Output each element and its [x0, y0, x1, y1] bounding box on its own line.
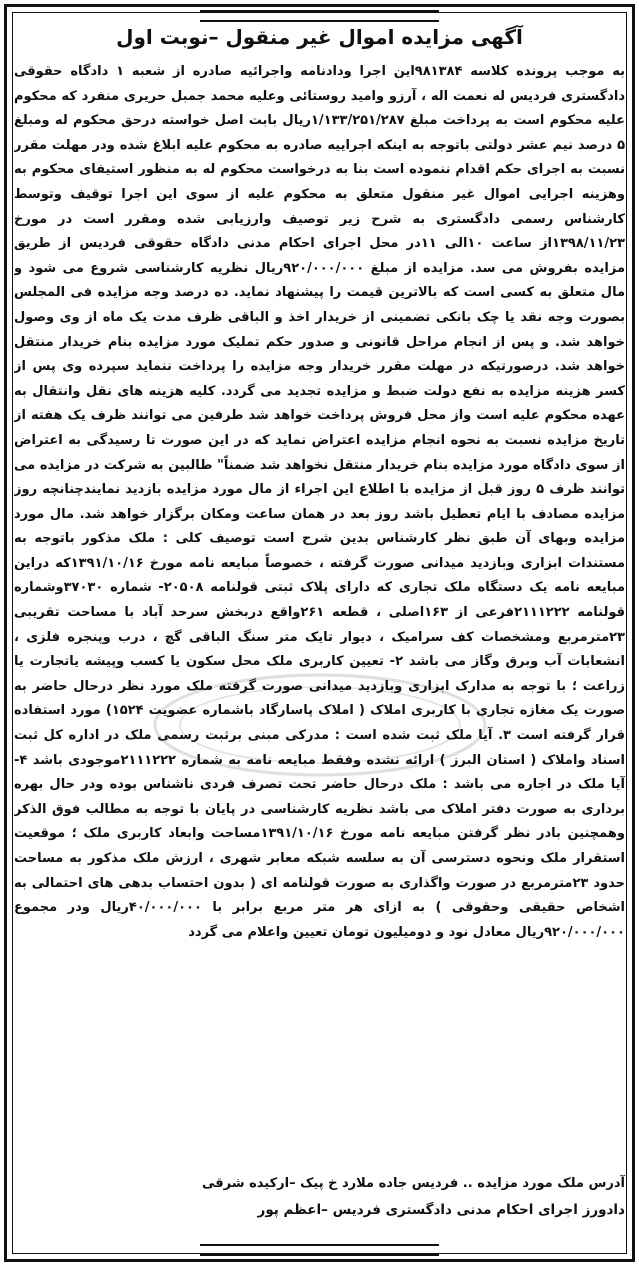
bottom-ornament-rule [200, 1244, 439, 1256]
top-ornament-rule [200, 10, 439, 22]
signature-line: دادورز اجرای احکام مدنی دادگستری فردیس –اعظم پور [257, 1202, 625, 1218]
notice-title: آگهی مزایده اموال غیر منقول –نوبت اول [116, 25, 523, 49]
notice-body-text: به موجب پرونده کلاسه ۹۸۱۳۸۴این اجرا ودادنامه واجرائیه صادره از شعبه ۱ دادگاه حقوقی دادگستری فردیس له نعمت اله ، آرزو وامید روستائی وعلیه محمد جمبل حریری منفرد که محکوم علیه محکوم است به پرداخت مبلغ ۱/۱۳۳/۲۵۱/۲۸۷ریال بابت اصل خواسته درحق محکوم له ومبلغ ۵ درصد نیم عشر دولتی باتوجه به اینکه اجراییه صادره به محکوم علیه ابلاغ شده ودر مهلت مقرر نسبت به اجرای حکم اقدام ننموده است بنا به درخواست محکوم له به منظور استیفای محکوم به وهزینه اجرایی اموال غیر منقول متعلق به محکوم علیه از سوی این اجرا توقیف وتوسط کارشناس رسمی دادگستری به شرح زیر توصیف وارزیابی شده ومقرر است در مورخ ۱۳۹۸/۱۱/۲۳از ساعت ۱۰الی ۱۱در محل اجرای احکام مدنی دادگاه حقوقی فردیس از طریق مزایده بفروش می سد. مزایده از مبلغ ۹۲۰/۰۰۰/۰۰۰ریال نظریه کارشناسی شروع می شود و مال متعلق به کسی است که بالاترین قیمت را پیشنهاد نماید. ده درصد وجه مزایده فی المجلس بصورت وجه نقد یا چک بانکی تضمینی از خریدار اخذ و الباقی ظرف مدت یک ماه از وی وصول خواهد شد. و پس از انجام مراحل قانونی و صدور حکم تملیک مورد مزایده بنام خریدار منتقل خواهد شد. درصورتیکه در مهلت مقرر خریدار وجه مزایده را پرداخت ننماید سپرده وی پس از کسر هزینه مزایده به نفع دولت ضبط و مزایده تجدید می گردد. کلیه هزینه های نقل وانتقال به عهده محکوم علیه است واز محل فروش پرداخت خواهد شد طرفین می توانند ظرف یک هفته از تاریخ مزایده نسبت به نحوه انجام مزایده اعتراض نماید که در این صورت تا رسیدگی به اعتراض از سوی دادگاه مورد مزایده بنام خریدار منتقل نخواهد شد ضمناً" طالبین به شرکت در مزایده می توانند ظرف ۵ روز قبل از مزایده با اطلاع این اجراء از مال مورد مزایده بازدید نمایندچنانچه روز مزایده مصادف با ایام تعطیل باشد روز بعد در همان ساعت ومکان برگزار خواهد شد. مال مورد مزایده وبهای آن طبق نظر کارشناس بدین شرح است توصیف کلی : ملک مذکور باتوجه به مستندات ابزاری وبازدید میدانی صورت گرفته ، خصوصاً مبایعه نامه مورخ ۱۳۹۱/۱۰/۱۶که دراین مبایعه نامه یک دستگاه ملک تجاری که دارای پلاک ثبتی قولنامه ۲۰۵۰۸- شماره ۳۷۰۳۰وشماره قولنامه ۲۱۱۱۲۲۲فرعی از ۱۶۳اصلی ، قطعه ۲۶۱واقع دربخش سرحد آباد با مساحت تقریبی ۲۳مترمربع ومشخصات کف سرامیک ، دیوار تایک متر سنگ الباقی گچ ، درب وپنجره فلزی ، انشعابات آب وبرق وگاز می باشد ۲- تعیین کاربری ملک محل سکون یا کسب وپیشه یاتجارت یا زراعت ؛ با توجه به مدارک ابزاری وبازدید میدانی صورت گرفته ملک مورد نظر درحال حاضر به صورت یک مغازه تجاری با کاربری املاک ( املاک پاسارگاد باشماره عضویت ۱۵۲۴) مورد استفاده قرار گرفته است ۳. آیا ملک ثبت شده است : مدرکی مبنی برثبت رسمی ملک در اداره کل ثبت اسناد واملاک ( استان البرز ) ارائه نشده وفقط مبایعه نامه به شماره ۲۱۱۱۲۲۲موجودی باشد ۴- آیا ملک در اجاره می باشد : ملک درحال حاضر تحت تصرف فردی ناشناس بوده ودر حال بهره برداری به صورت دفتر املاک می باشد نظریه کارشناسی در پایان با توجه به مطالب فوق الذکر وهمچنین بادر نظر گرفتن مبایعه نامه مورخ ۱۳۹۱/۱۰/۱۶مساحت وابعاد کاربری ملک ؛ موقعیت استقرار ملک ونحوه دسترسی آن به سلسه شبکه معابر شهری ، ارزش ملک مذکور به مساحت حدود ۲۳مترمربع در صورت واگذاری به صورت قولنامه ای ( بدون احتساب بدهی های احتمالی به اشخاص حقیقی وحقوقی ) به ازای هر متر مربع برابر با ۴۰/۰۰۰/۰۰۰ریال ودر مجموع ۹۲۰/۰۰۰/۰۰۰ریال معادل نود و دومیلیون تومان تعیین واعلام می گردد [14, 64, 625, 940]
property-address: آدرس ملک مورد مزایده .. فردیس جاده ملارد خ پیک –ارکیده شرقی [202, 1176, 625, 1191]
